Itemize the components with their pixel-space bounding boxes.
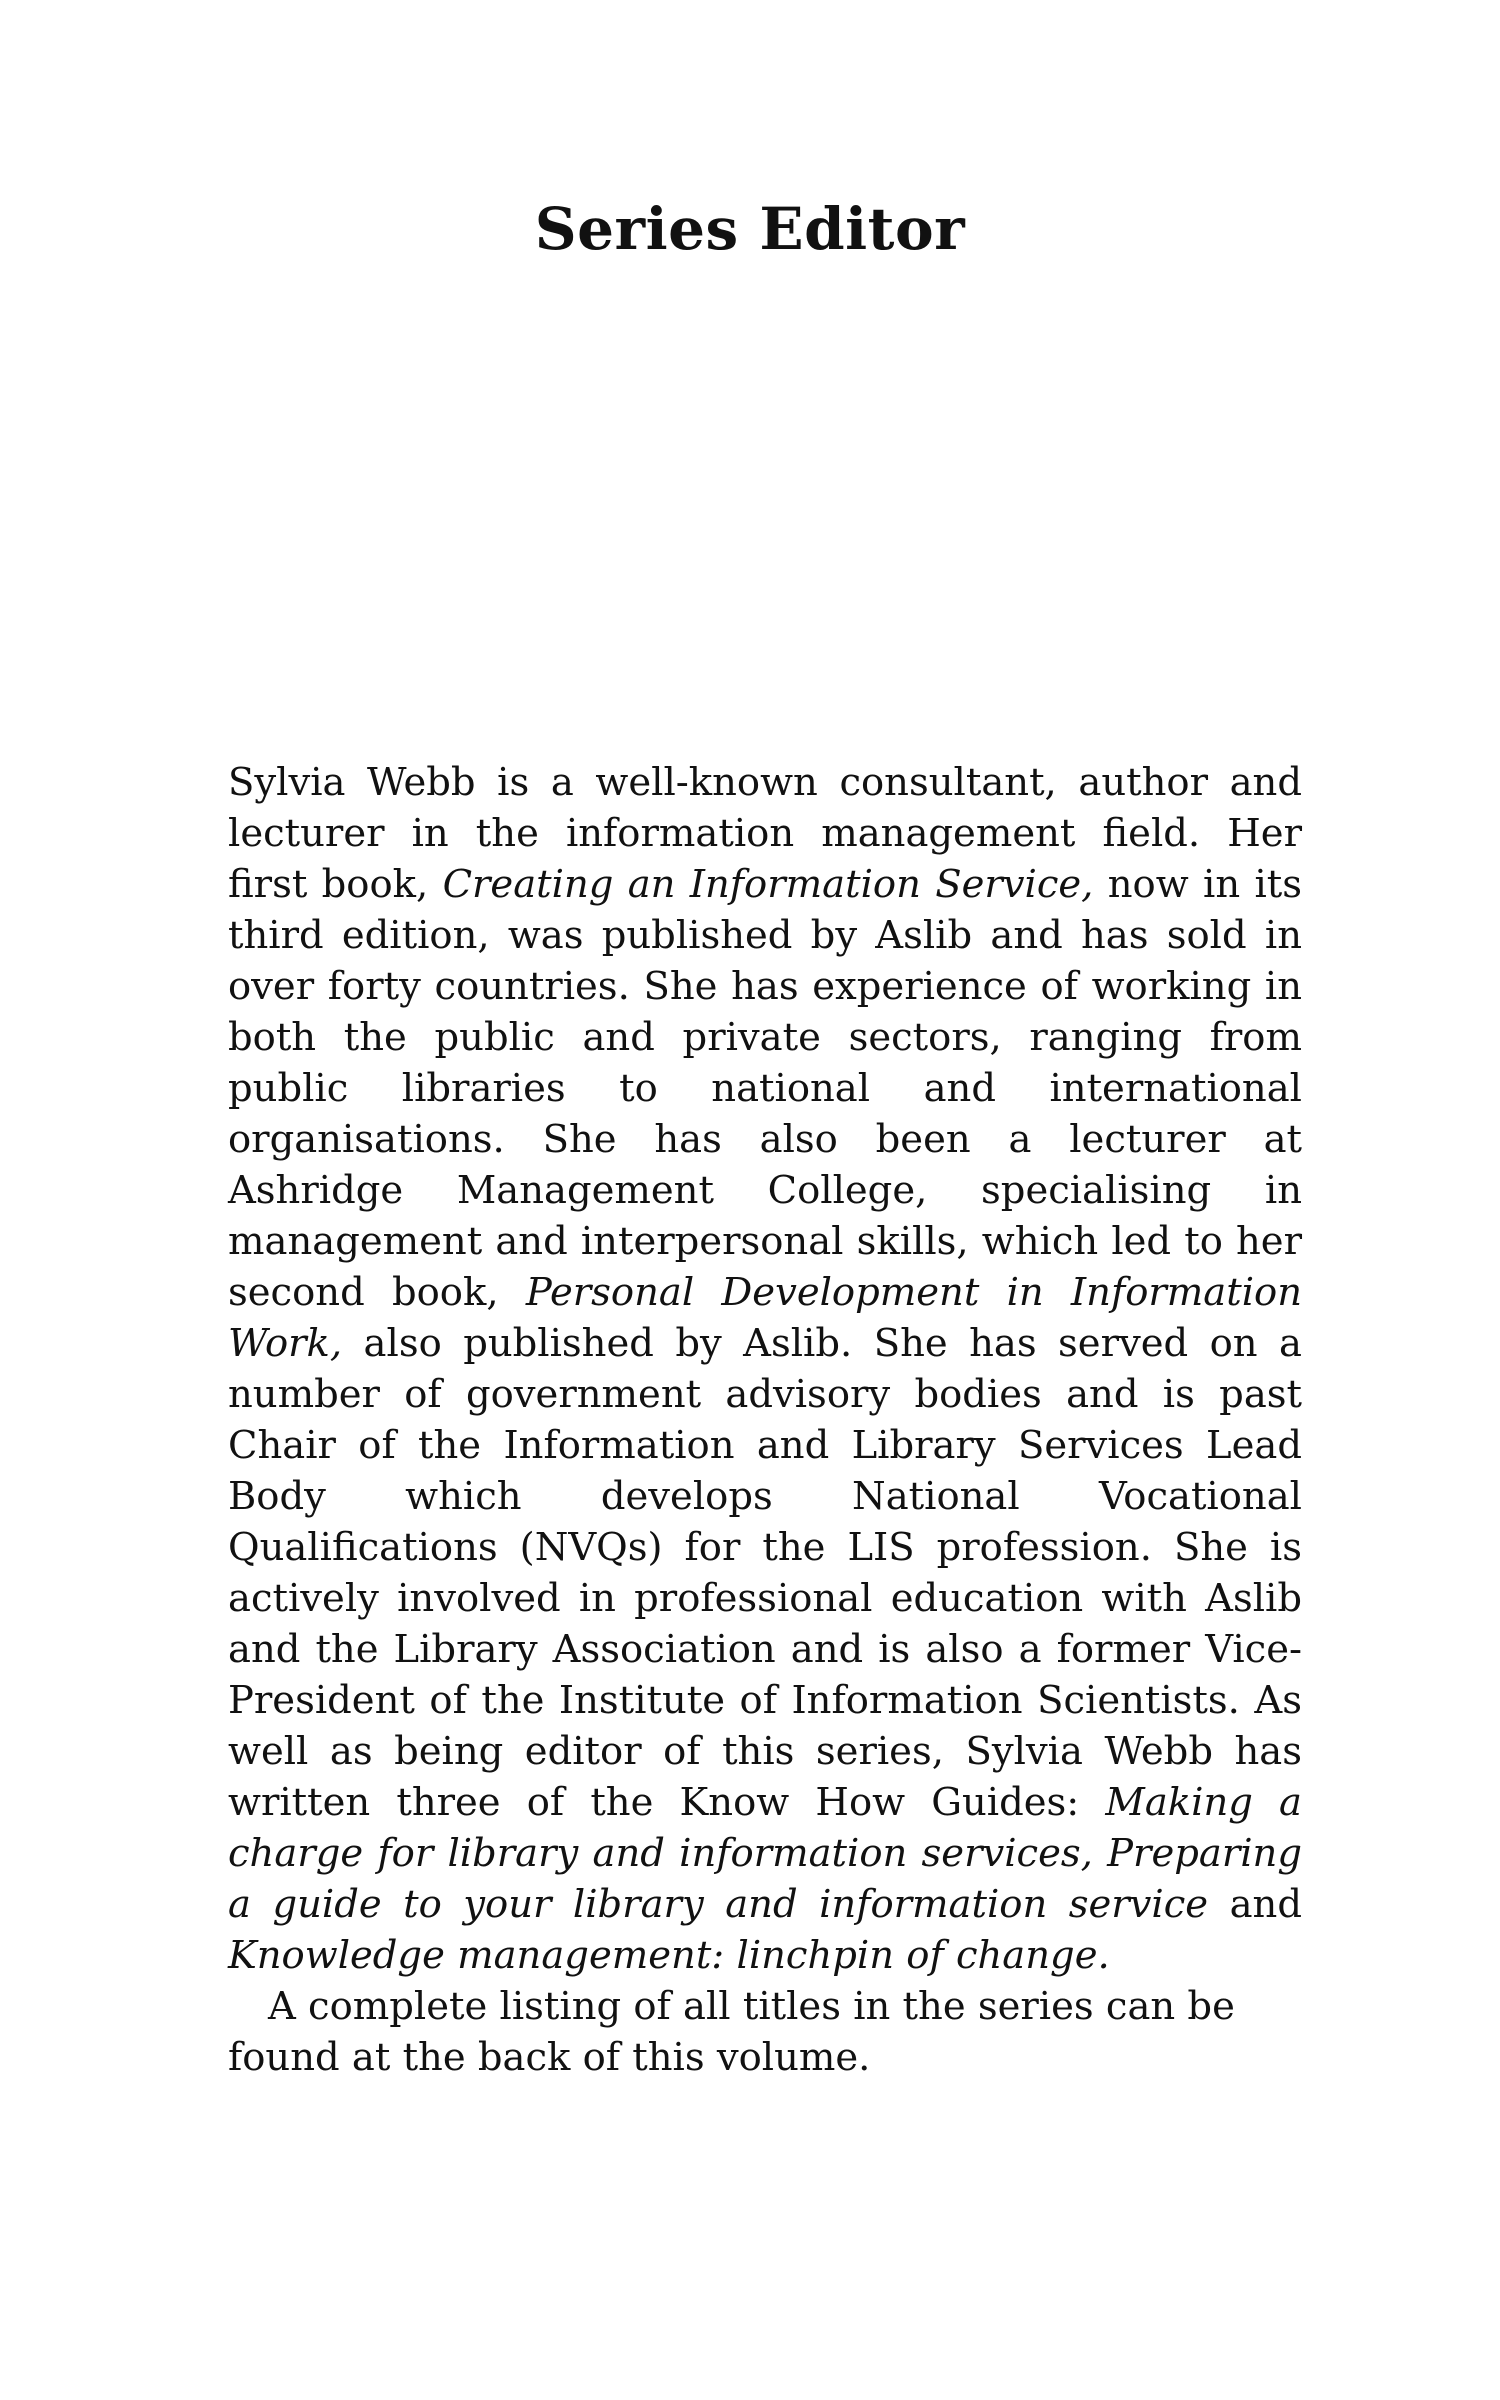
bio-text-part-1: Sylvia Webb is a well-known consultant, author and lecturer in the information management field. Her first book, — [228, 760, 1302, 907]
book-title-knowledge-management: Knowledge management: linchpin of change. — [228, 1933, 1110, 1978]
bio-text-block — [228, 757, 1302, 2083]
page-title: Series Editor — [534, 195, 966, 263]
bio-text-part-3: also published by Aslib. She has served on a number of government advisory bodies and is past Chair of the Information and Library Services Lead Body which develops National Vocational Qualifications (NVQs) for the LIS profession. She is actively involved in professional education with Aslib and the Library Association and is also a former Vice-President of the Institute of Information Scientists. As well as being editor of this series, Sylvia Webb has written three of the Know How Guides: — [228, 1321, 1302, 1825]
book-titles-know-how-guides: Making a charge for library and information services, Preparing a guide to your library and information service — [228, 1780, 1302, 1927]
book-title-personal-development: Personal Development in Information Work, — [228, 1270, 1302, 1366]
bio-text-part-2: now in its third edition, was published by Aslib and has sold in over forty countries. She has experience of working in both the public and private sectors, ranging from public libraries to national and international organisations. She has also been a lecturer at Ashridge Management College, specialising in management and interpersonal skills, which led to her second book, — [228, 862, 1303, 1315]
series-listing-note: A complete listing of all titles in the series can be found at the back of this volume. — [228, 1984, 1235, 2080]
bio-text-part-4: and — [1208, 1882, 1303, 1927]
book-title-creating-an-information-service: Creating an Information Service, — [442, 862, 1094, 907]
bio-paragraph — [228, 757, 1302, 1981]
